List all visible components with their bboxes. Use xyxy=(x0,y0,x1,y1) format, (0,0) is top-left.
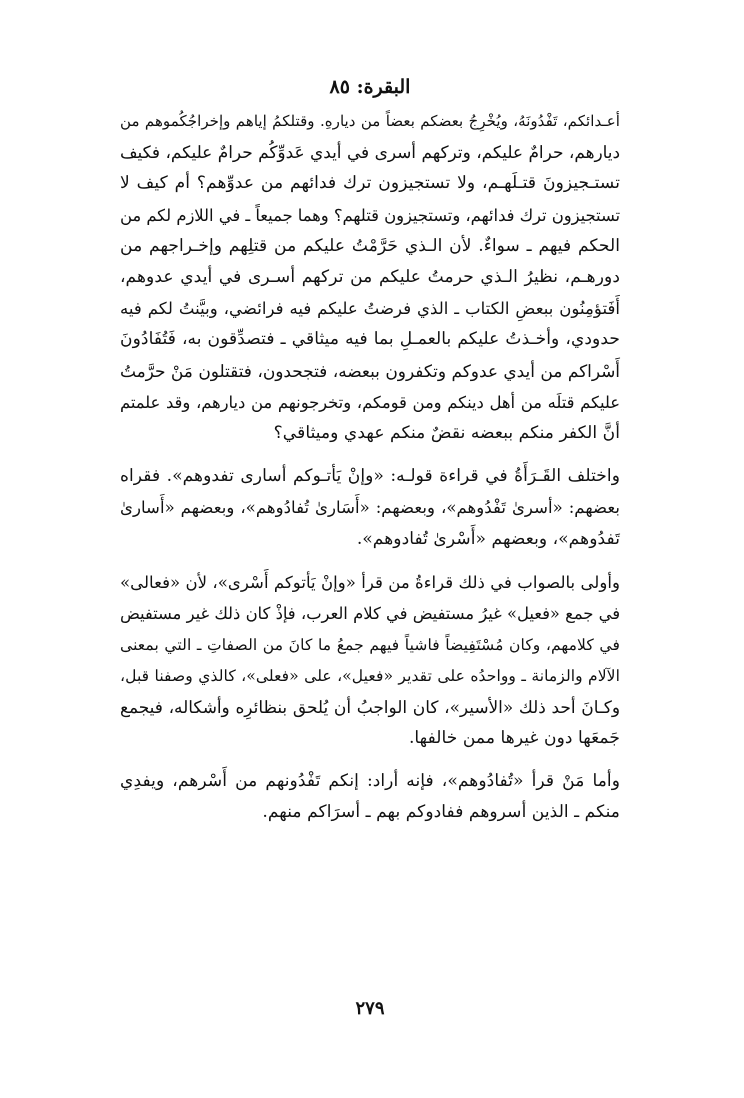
book-page xyxy=(120,70,620,1070)
paragraph-1 xyxy=(120,106,620,449)
text-line: واختلف القَـرَأَةُ في قراءة قولـه: «وإنْ يَأتـوكم أسارى تفدوهم». فقراه xyxy=(120,466,620,487)
text-line: تستـجيزونَ قتـلَهـم، ولا تستجيزون ترك فدائهم من عدوِّهم؟ أم كيف لا xyxy=(120,173,620,194)
text-line: أنَّ الكفر منكم ببعضه نقضٌ منكم عهدي وميثاقي؟ xyxy=(273,423,620,444)
text-line: الحكم فيهم ـ سواءٌ. لأن الـذي حَرَّمْتُ عليكم من قتلِهم وإخـراجهم من xyxy=(120,235,620,256)
text-line: أعـدائكم، تَفْدُونَهُ، ويُخْرِجُ بعضكم بعضاً من ديارهِ. وقتلكمُ إياهم وإخراجُكُموهم من xyxy=(120,112,620,130)
text-line: في كلامهم، وكان مُسْتَفِيضاً فاشياً فيهم جمعُ ما كانَ من الصفاتِ ـ التي بمعنى xyxy=(120,635,620,655)
running-header: البقرة: ٨٥ xyxy=(329,76,411,98)
text-line: في جمع «فعيل» غيرُ مستفيض في كلام العرب، فإذْ كان ذلك غير مستفيض xyxy=(120,604,620,624)
text-line: حدودي، وأخـذتُ عليكم بالعمـلِ بما فيه ميثاقي ـ فتصدِّقون به، فَتُفَادُونَ xyxy=(120,329,620,350)
paragraph-2 xyxy=(120,461,620,555)
paragraph-3 xyxy=(120,567,620,754)
text-line: جَمعَها دون غيرها ممن خالفها. xyxy=(408,727,620,748)
text-line: أَفَتؤمِنُون ببعضِ الكتاب ـ الذي فرضتُ عليكم فيه فرائضي، وبيَّنتُ لكم فيه xyxy=(120,299,620,319)
text-line: عليكم قتلَه من أهل دينكم ومن قومكم، وتخرجونهم من ديارهم، وقد علمتم xyxy=(120,392,620,412)
text-line: وكـانَ أحد ذلك «الأسير»، كان الواجبُ أن يُلحق بنظائرِه وأشكاله، فيجمع xyxy=(120,696,620,717)
text-line: ديارهم، حرامٌ عليكم، وتركهم أسرى في أيدي عَدوِّكُم حرامٌ عليكم، فكيف xyxy=(120,142,620,163)
text-line: أَسْراكم من أيدي عدوكم وتكفرون ببعضه، فتجحدون، فتقتلون مَنْ حرَّمتُ xyxy=(120,360,620,381)
page-number: ٢٧٩ xyxy=(355,998,385,1019)
text-line: دورهـم، نظيرُ الـذي حرمتُ عليكم من تركهم أسـرى في أيدي عدوهم، xyxy=(120,267,620,288)
text-line: تستجيزون ترك فدائهم، وتستجيزون قتلهم؟ وهما جميعاً ـ في اللازم لكم من xyxy=(120,205,620,225)
text-line: الآلام والزمانة ـ وواحدُه على تقدير «فعيل»، على «فعلى»، كالذي وصفنا قبل، xyxy=(120,666,620,686)
text-line: منكم ـ الذين أسروهم ففادوكم بهم ـ أسرَاكم منهم. xyxy=(262,802,620,823)
text-line: بعضهم: «أسرىٰ تَفْدُوهم»، وبعضهم: «أَسَارىٰ تُفادُوهم»، وبعضهم «أَسارىٰ xyxy=(120,498,620,518)
text-line: تَفدُوهم»، وبعضهم «أَسْرىٰ تُفادوهم». xyxy=(356,528,620,549)
paragraph-4 xyxy=(120,766,620,828)
text-line: وأولى بالصواب في ذلك قراءةُ من قرأ «وإنْ يَأتوكم أَسْرى»، لأن «فعالى» xyxy=(120,572,620,592)
text-line: وأما مَنْ قرأ «تُفادُوهم»، فإنه أراد: إنكم تَفْدُونهم من أَسْرهم، ويفدِي xyxy=(120,771,620,792)
